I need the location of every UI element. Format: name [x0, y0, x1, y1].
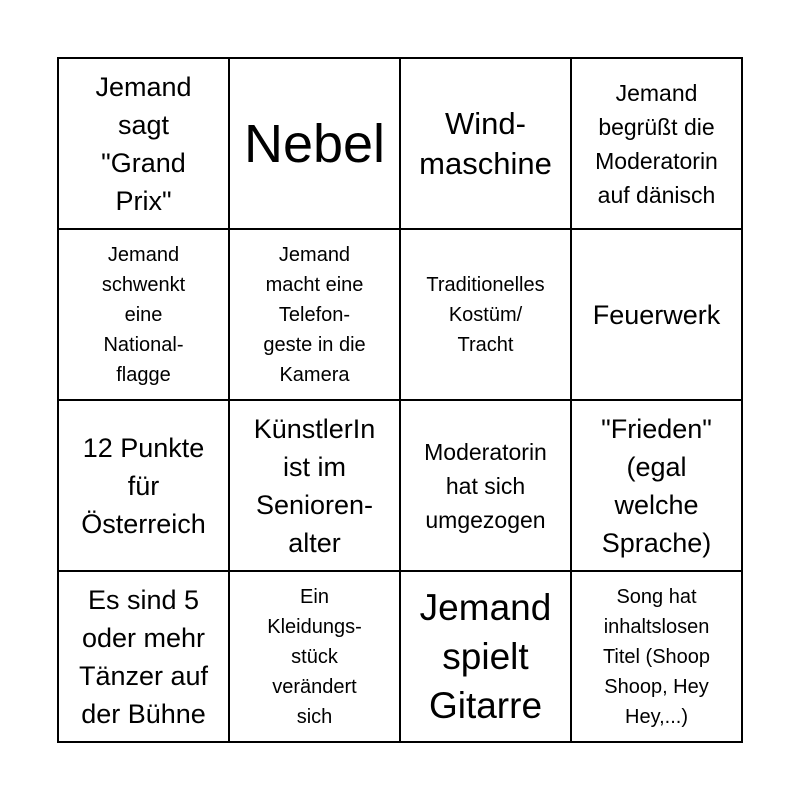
bingo-cell[interactable]: Nebel — [229, 58, 400, 229]
bingo-cell[interactable]: Feuerwerk — [571, 229, 742, 400]
bingo-cell[interactable]: 12 Punkte für Österreich — [58, 400, 229, 571]
bingo-cell[interactable]: Traditionelles Kostüm/ Tracht — [400, 229, 571, 400]
bingo-cell[interactable]: Wind- maschine — [400, 58, 571, 229]
bingo-cell[interactable]: KünstlerIn ist im Senioren- alter — [229, 400, 400, 571]
bingo-cell[interactable]: Jemand macht eine Telefon- geste in die Kamera — [229, 229, 400, 400]
bingo-cell[interactable]: Ein Kleidungs- stück verändert sich — [229, 571, 400, 742]
bingo-cell[interactable]: Jemand begrüßt die Moderatorin auf dänisch — [571, 58, 742, 229]
bingo-cell[interactable]: Song hat inhaltslosen Titel (Shoop Shoop, Hey Hey,...) — [571, 571, 742, 742]
bingo-cell[interactable]: "Frieden" (egal welche Sprache) — [571, 400, 742, 571]
bingo-board — [57, 57, 743, 743]
bingo-cell[interactable]: Moderatorin hat sich umgezogen — [400, 400, 571, 571]
bingo-cell[interactable]: Jemand sagt "Grand Prix" — [58, 58, 229, 229]
bingo-cell[interactable]: Jemand spielt Gitarre — [400, 571, 571, 742]
bingo-cell[interactable]: Es sind 5 oder mehr Tänzer auf der Bühne — [58, 571, 229, 742]
bingo-cell[interactable]: Jemand schwenkt eine National- flagge — [58, 229, 229, 400]
